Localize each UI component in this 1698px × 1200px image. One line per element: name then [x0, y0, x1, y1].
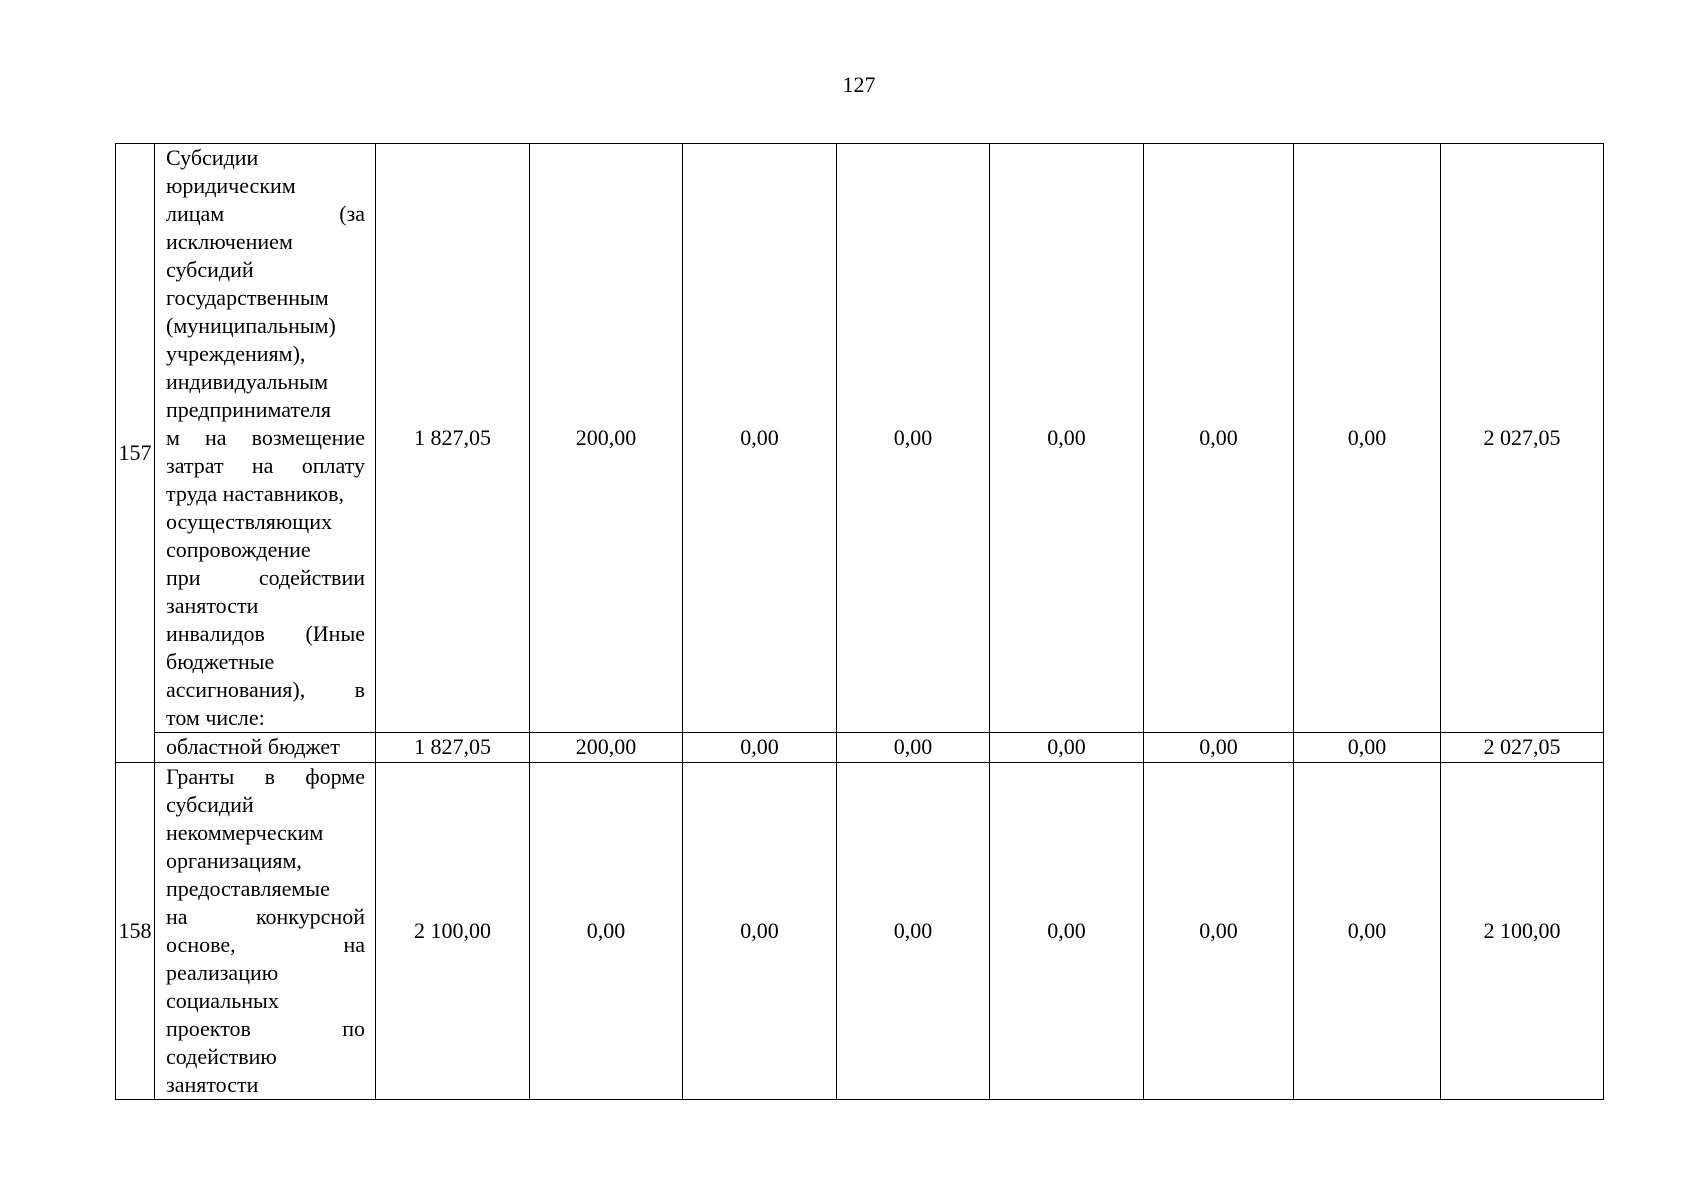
- value-cell: 0,00: [683, 733, 837, 763]
- description-line: основе, на: [166, 932, 365, 957]
- total-cell: 2 100,00: [1441, 763, 1604, 1100]
- description-line: субсидий: [166, 792, 254, 817]
- description-line: затрат на оплату: [166, 453, 365, 478]
- value-cell: 200,00: [530, 144, 683, 733]
- description-line: труда наставников,: [166, 481, 345, 506]
- description-line: реализацию: [166, 960, 279, 985]
- value-cell: 0,00: [1144, 733, 1294, 763]
- description-line: том числе:: [166, 705, 265, 730]
- description-line: м на возмещение: [166, 425, 365, 450]
- sub-row-label-cell: [155, 733, 376, 763]
- value-cell: 0,00: [1294, 733, 1441, 763]
- row-number-cell: 157: [116, 144, 155, 763]
- total-cell: 2 027,05: [1441, 733, 1604, 763]
- value-cell: 0,00: [1144, 144, 1294, 733]
- description-line: лицам (за: [166, 201, 365, 226]
- value-cell: 0,00: [837, 733, 990, 763]
- value-cell: 0,00: [1294, 763, 1441, 1100]
- description-line: бюджетные: [166, 649, 275, 674]
- description-line: на конкурсной: [166, 904, 365, 929]
- description-line: юридическим: [166, 173, 296, 198]
- row-number-cell: 158: [116, 763, 155, 1100]
- value-cell: 0,00: [530, 763, 683, 1100]
- value-cell: 0,00: [683, 144, 837, 733]
- description-line: учреждениям),: [166, 341, 306, 366]
- value-cell: 0,00: [1294, 144, 1441, 733]
- value-cell: 1 827,05: [376, 144, 530, 733]
- description-line: (муниципальным): [166, 313, 336, 338]
- value-cell: 200,00: [530, 733, 683, 763]
- budget-table: [115, 143, 1604, 1100]
- description-line: предоставляемые: [166, 876, 330, 901]
- table-row-157-regional-budget: [116, 733, 1604, 763]
- description-line: субсидий: [166, 257, 254, 282]
- description-line: Гранты в форме: [166, 764, 365, 789]
- value-cell: 2 100,00: [376, 763, 530, 1100]
- row-description-cell: [155, 763, 376, 1100]
- table-row-158: [116, 763, 1604, 1100]
- description-line: занятости: [166, 1072, 259, 1097]
- table-row-157: [116, 144, 1604, 733]
- page-number: 127: [842, 72, 876, 97]
- value-cell: 0,00: [990, 733, 1144, 763]
- description-line: организациям,: [166, 848, 302, 873]
- value-cell: 0,00: [683, 763, 837, 1100]
- value-cell: 0,00: [837, 763, 990, 1100]
- description-line: при содействии: [166, 565, 365, 590]
- description-line: социальных: [166, 988, 279, 1013]
- description-line: индивидуальным: [166, 369, 329, 394]
- description-line: предпринимателя: [166, 397, 331, 422]
- value-cell: 0,00: [990, 763, 1144, 1100]
- description-line: некоммерческим: [166, 820, 324, 845]
- value-cell: 0,00: [990, 144, 1144, 733]
- description-line: исключением: [166, 229, 293, 254]
- description-line: государственным: [166, 285, 329, 310]
- sub-row-label: областной бюджет: [166, 734, 340, 759]
- description-line: инвалидов (Иные: [166, 621, 365, 646]
- value-cell: 0,00: [837, 144, 990, 733]
- description-line: сопровождение: [166, 537, 311, 562]
- description-line: Субсидии: [166, 145, 259, 170]
- row-description-cell: [155, 144, 376, 733]
- description-line: проектов по: [166, 1016, 365, 1041]
- value-cell: 1 827,05: [376, 733, 530, 763]
- total-cell: 2 027,05: [1441, 144, 1604, 733]
- value-cell: 0,00: [1144, 763, 1294, 1100]
- description-line: содействию: [166, 1044, 277, 1069]
- description-line: занятости: [166, 593, 259, 618]
- description-line: ассигнования), в: [166, 677, 365, 702]
- description-line: осуществляющих: [166, 509, 332, 534]
